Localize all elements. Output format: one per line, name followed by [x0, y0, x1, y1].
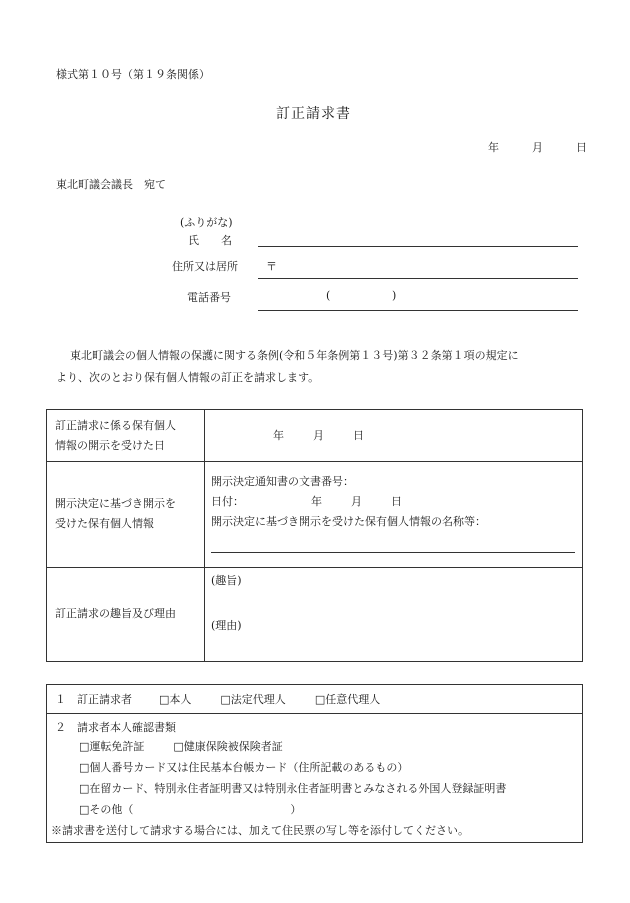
furigana-label: (ふりがな) [180, 216, 233, 229]
checkbox-residence-card[interactable]: □在留カード、特別永住者証明書又は特別永住者証明書とみなされる外国人登録証明書 [79, 782, 507, 795]
phone-paren-close: ) [392, 289, 397, 302]
info-name-label: 開示決定に基づき開示を受けた保有個人情報の名称等： [211, 515, 486, 528]
disclosure-date-label: 訂正請求に係る保有個人 情報の開示を受けた日 [55, 419, 176, 452]
header-date [488, 139, 587, 155]
requester-type-label: １ 訂正請求者 [55, 693, 132, 706]
checkbox-legal-representative[interactable]: □法定代理人 [220, 693, 286, 706]
checkbox-health-insurance[interactable]: □健康保険被保険者証 [173, 740, 283, 753]
address-label: 住所又は居所 [172, 260, 238, 273]
purpose-reason-label: 訂正請求の趣旨及び理由 [55, 607, 176, 620]
date-month: 月 [532, 141, 543, 154]
addressee: 東北町議会議長 宛て [56, 178, 166, 191]
disclosed-info-label: 開示決定に基づき開示を 受けた保有個人情報 [55, 497, 176, 530]
name-field[interactable] [258, 246, 578, 247]
purpose-label: (趣旨) [211, 574, 242, 587]
checkbox-other[interactable]: □その他（ ） [79, 803, 302, 816]
disclosure-date-field[interactable] [273, 426, 364, 446]
postal-mark: 〒 [266, 260, 277, 273]
disclosure-day: 日 [353, 429, 364, 442]
doc-number-label: 開示決定通知書の文書番号： [211, 475, 354, 488]
form-number: 様式第１０号（第１９条関係） [56, 68, 210, 81]
disclosure-year: 年 [273, 429, 284, 442]
intro-line-1: 東北町議会の個人情報の保護に関する条例(令和５年条例第１３号)第３２条第１項の規定に [70, 349, 519, 362]
requester-table [46, 684, 583, 843]
checkbox-self[interactable]: □本人 [159, 693, 192, 706]
info-name-field[interactable] [211, 552, 575, 553]
disclosure-month: 月 [313, 429, 324, 442]
phone-label: 電話番号 [187, 291, 231, 304]
checkbox-drivers-license[interactable]: □運転免許証 [79, 740, 145, 753]
phone-paren-open: ( [326, 289, 331, 302]
address-field[interactable] [258, 278, 578, 279]
checkbox-voluntary-representative[interactable]: □任意代理人 [314, 693, 381, 706]
phone-field[interactable] [258, 310, 578, 311]
page-title: 訂正請求書 [276, 106, 351, 122]
id-docs-row-1 [79, 737, 283, 756]
date-day: 日 [576, 141, 587, 154]
date-year: 年 [488, 141, 499, 154]
intro-line-2: より、次のとおり保有個人情報の訂正を請求します。 [56, 371, 320, 384]
reason-label: (理由) [211, 619, 242, 632]
disclosed-date-row[interactable]: 日付： 年 月 日 [211, 495, 402, 508]
checkbox-mynumber-card[interactable]: □個人番号カード又は住民基本台帳カード（住所記載のあるもの） [79, 761, 409, 774]
requester-type-row [55, 690, 380, 709]
name-label: 氏 名 [188, 234, 232, 247]
id-docs-title: ２ 請求者本人確認書類 [55, 721, 176, 734]
request-details-table [46, 409, 583, 662]
mailing-note: ※請求書を送付して請求する場合には、加えて住民票の写し等を添付してください。 [51, 824, 469, 837]
disclosed-info-content [211, 472, 486, 532]
